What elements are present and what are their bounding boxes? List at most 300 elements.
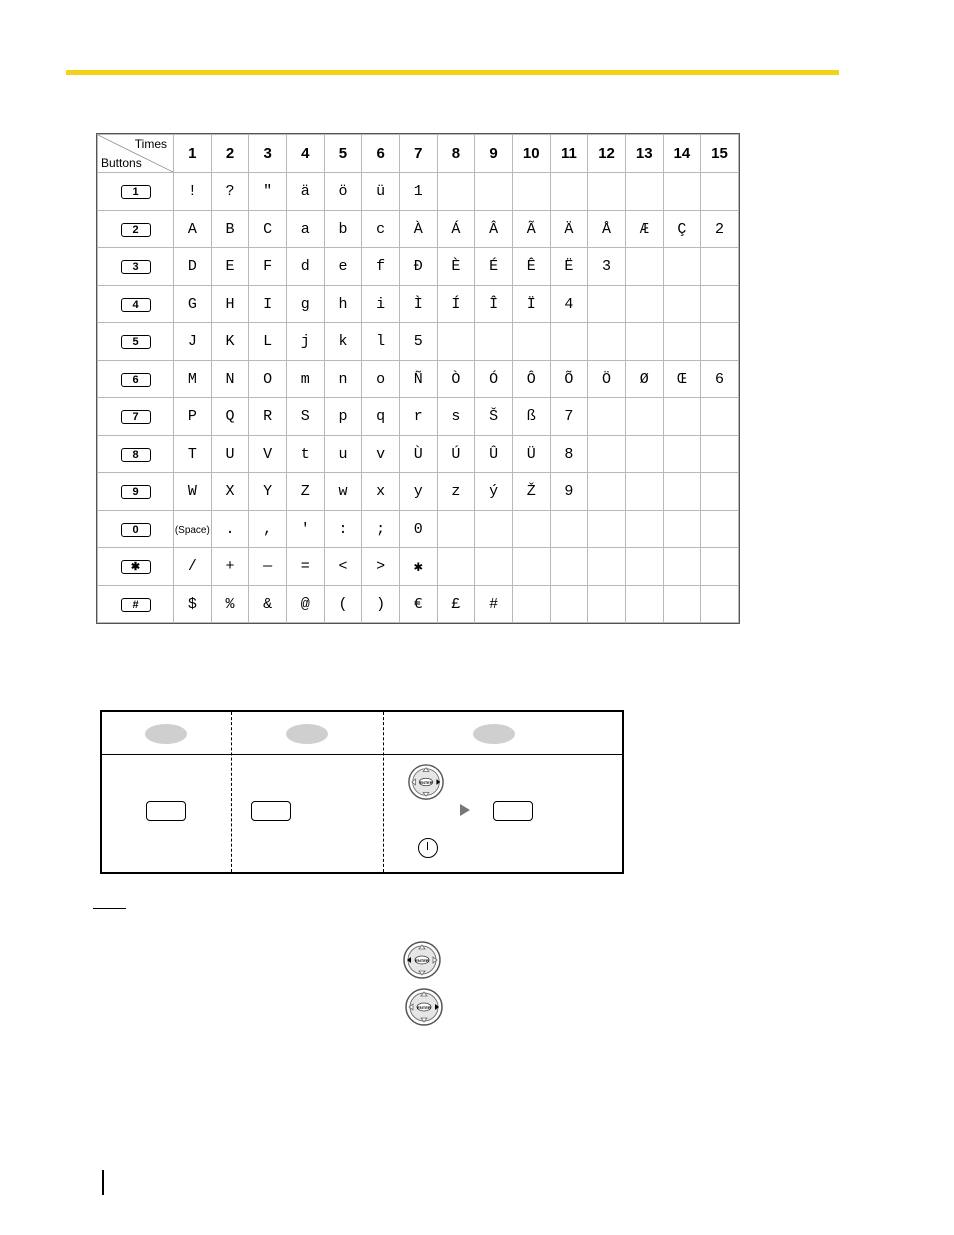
character-value: s [451,408,461,426]
operation-diagram [100,710,624,874]
character-cell [475,585,513,623]
dial-key-icon: # [121,598,151,612]
step-pill-2 [286,724,328,744]
character-cell [625,210,663,248]
dial-key-icon: 3 [121,260,151,274]
character-value: Ü [526,445,536,463]
character-cell [512,435,550,473]
character-cell [663,510,701,548]
character-value: $ [187,595,197,613]
character-value: T [187,445,197,463]
navigator-key-left-icon [402,940,442,980]
character-cell [362,210,400,248]
character-value: ü [376,183,386,201]
dial-key-icon: ✱ [121,560,151,574]
character-cell [362,285,400,323]
column-divider [383,712,384,872]
table-row [98,398,739,436]
table-row [98,173,739,211]
character-cell [475,360,513,398]
character-value: ( [338,595,348,613]
character-cell [475,173,513,211]
character-value: A [187,220,197,238]
character-cell [663,323,701,361]
character-cell [399,285,437,323]
character-cell [211,435,249,473]
character-value: R [263,408,273,426]
character-cell [437,210,475,248]
character-cell [362,173,400,211]
character-cell [701,248,739,286]
character-cell [211,473,249,511]
character-value: À [413,220,423,238]
press-count-header: 12 [588,135,626,173]
button-cell [98,173,174,211]
character-value: Q [225,408,235,426]
times-label: Times [134,137,167,151]
character-value: Ã [526,220,536,238]
character-value: O [263,370,273,388]
dial-key-icon: 1 [121,185,151,199]
table-row [98,473,739,511]
character-cell [701,285,739,323]
character-cell [249,585,287,623]
character-cell [512,585,550,623]
press-count-header: 13 [625,135,663,173]
dial-key-icon: 8 [121,448,151,462]
character-value: o [376,370,386,388]
character-cell [174,285,212,323]
character-cell [701,323,739,361]
table-row [98,285,739,323]
character-value: C [263,220,273,238]
character-cell [701,473,739,511]
character-cell [588,398,626,436]
character-cell [550,548,588,586]
character-value: ý [489,483,499,501]
press-count-header: 15 [701,135,739,173]
character-cell [324,360,362,398]
svg-text:ENTER: ENTER [415,958,429,963]
character-value: Y [263,483,273,501]
button-cell [98,548,174,586]
character-value: d [300,258,310,276]
character-cell [625,248,663,286]
character-value: I [263,295,273,313]
character-cell [701,398,739,436]
character-cell [701,360,739,398]
character-cell [362,548,400,586]
press-count-header: 7 [399,135,437,173]
character-cell [437,173,475,211]
character-cell [588,548,626,586]
table-row [98,323,739,361]
character-cell [512,323,550,361]
button-cell [98,435,174,473]
character-value: Ì [413,295,423,313]
character-cell [588,473,626,511]
step-pill-1 [145,724,187,744]
character-value: ö [338,183,348,201]
character-cell [437,510,475,548]
character-cell [286,473,324,511]
character-cell [663,585,701,623]
character-cell [588,173,626,211]
character-cell [663,210,701,248]
character-cell [399,585,437,623]
character-cell [475,398,513,436]
press-count-header: 6 [362,135,400,173]
character-cell [174,323,212,361]
character-entry-table [97,134,739,623]
character-value: . [225,520,235,538]
character-cell [362,323,400,361]
character-cell [663,248,701,286]
character-cell [211,248,249,286]
character-cell [174,398,212,436]
character-value: Ú [451,445,461,463]
character-cell [512,210,550,248]
character-cell [324,285,362,323]
character-cell [211,585,249,623]
character-cell [211,398,249,436]
character-value: < [338,558,348,576]
character-value: Ç [677,220,687,238]
character-value: w [338,483,348,501]
press-count-header: 3 [249,135,287,173]
character-cell [174,248,212,286]
character-value: q [376,408,386,426]
press-count-header: 14 [663,135,701,173]
character-value: a [300,220,310,238]
character-value: & [263,595,273,613]
character-cell [399,473,437,511]
character-cell [249,210,287,248]
character-cell [399,510,437,548]
character-value: L [263,333,273,351]
character-value: Ž [526,483,536,501]
character-value: , [263,520,273,538]
character-value: € [413,595,423,613]
character-cell [625,585,663,623]
character-value: Ð [413,258,423,276]
dial-key-icon: 2 [121,223,151,237]
character-cell [512,548,550,586]
character-cell [625,285,663,323]
character-value: K [225,333,235,351]
button-cell [98,473,174,511]
character-value: Ä [564,220,574,238]
character-cell [437,548,475,586]
function-key-step-1[interactable] [146,801,186,821]
character-cell [324,173,362,211]
character-value: Ö [602,370,612,388]
character-cell [174,548,212,586]
character-cell [512,398,550,436]
character-value: Õ [564,370,574,388]
character-cell [324,510,362,548]
character-value: Ô [526,370,536,388]
character-value: j [300,333,310,351]
character-cell [399,173,437,211]
character-value: H [225,295,235,313]
character-value: c [376,220,386,238]
character-value: V [263,445,273,463]
table-header-row [98,135,739,173]
character-value: Û [489,445,499,463]
character-value: k [338,333,348,351]
character-cell [475,210,513,248]
character-value: v [376,445,386,463]
character-value: — [263,558,273,576]
dial-key-icon: 4 [121,298,151,312]
character-value: ! [187,183,197,201]
button-cell [98,323,174,361]
character-cell [399,548,437,586]
character-cell [249,473,287,511]
character-cell [174,473,212,511]
character-value: G [187,295,197,313]
character-cell [475,285,513,323]
character-value: Ò [451,370,461,388]
character-cell [588,323,626,361]
character-value: u [338,445,348,463]
character-cell [701,585,739,623]
character-cell [588,360,626,398]
character-value: S [300,408,310,426]
character-value: W [187,483,197,501]
character-cell [437,323,475,361]
character-cell [211,548,249,586]
top-accent-rule [66,70,839,75]
jog-dial-icon[interactable] [418,838,438,858]
character-value: Ó [489,370,499,388]
character-cell [399,248,437,286]
character-cell [701,435,739,473]
character-cell [550,210,588,248]
character-cell [437,360,475,398]
character-cell [399,360,437,398]
character-value: Š [489,408,499,426]
character-cell [211,323,249,361]
character-cell [475,323,513,361]
character-cell [211,510,249,548]
character-cell [211,173,249,211]
press-count-header: 2 [211,135,249,173]
character-cell [249,548,287,586]
table-row [98,248,739,286]
character-value: 4 [564,295,574,313]
character-value: h [338,295,348,313]
navigator-key-right-icon[interactable] [407,763,445,801]
character-value: Ø [639,370,649,388]
press-count-header: 1 [174,135,212,173]
character-cell [286,323,324,361]
character-cell [249,398,287,436]
character-cell [286,510,324,548]
character-cell [588,510,626,548]
character-cell [701,510,739,548]
character-cell [588,248,626,286]
character-cell [437,285,475,323]
character-cell [362,360,400,398]
character-cell [399,435,437,473]
character-cell [550,435,588,473]
dial-key-icon: 6 [121,373,151,387]
character-value: 5 [413,333,423,351]
character-cell [550,173,588,211]
character-cell [512,473,550,511]
character-cell [437,248,475,286]
character-value: D [187,258,197,276]
page-margin-rule [102,1170,104,1195]
button-cell [98,210,174,248]
press-count-header: 10 [512,135,550,173]
character-value: F [263,258,273,276]
character-value: ä [300,183,310,201]
character-value: b [338,220,348,238]
character-value: Ï [526,295,536,313]
character-value: Ñ [413,370,423,388]
character-value: t [300,445,310,463]
character-cell [475,248,513,286]
character-cell [174,210,212,248]
character-cell [588,435,626,473]
press-count-header: 4 [286,135,324,173]
character-value: % [225,595,235,613]
character-value: P [187,408,197,426]
button-cell [98,398,174,436]
character-cell [625,360,663,398]
character-cell [437,435,475,473]
step-pill-3 [473,724,515,744]
svg-text:ENTER: ENTER [419,780,433,785]
character-cell [174,585,212,623]
character-cell [512,248,550,286]
character-value: E [225,258,235,276]
table-corner-header [98,135,174,173]
character-value: Æ [639,220,649,238]
character-cell [588,585,626,623]
button-cell [98,360,174,398]
button-cell [98,248,174,286]
character-cell [211,360,249,398]
character-cell [249,360,287,398]
character-cell [362,510,400,548]
svg-text:ENTER: ENTER [417,1005,431,1010]
character-value: 3 [602,258,612,276]
character-value: ; [376,520,386,538]
character-value: 7 [564,408,574,426]
character-cell [286,210,324,248]
character-cell [663,473,701,511]
character-cell [663,398,701,436]
character-value: Œ [677,370,687,388]
character-cell [286,285,324,323]
character-cell [550,585,588,623]
character-value: ✱ [413,558,423,576]
character-cell [437,398,475,436]
character-value: Á [451,220,461,238]
character-cell [663,548,701,586]
character-value: U [225,445,235,463]
character-value: @ [300,595,310,613]
character-cell [249,323,287,361]
character-cell [286,548,324,586]
character-cell [211,285,249,323]
right-arrow-icon [460,804,470,816]
table-row [98,435,739,473]
function-key-step-3[interactable] [493,801,533,821]
character-cell [362,435,400,473]
character-cell [625,398,663,436]
character-value: z [451,483,461,501]
character-cell [625,435,663,473]
character-value: f [376,258,386,276]
character-cell [475,435,513,473]
character-cell [249,435,287,473]
note-underline [93,908,126,909]
character-value: N [225,370,235,388]
character-cell [625,323,663,361]
character-value: Ê [526,258,536,276]
character-cell [362,398,400,436]
press-count-header: 5 [324,135,362,173]
character-cell [324,473,362,511]
character-cell [701,548,739,586]
dial-key-icon: 0 [121,523,151,537]
character-cell [362,473,400,511]
character-value: # [489,595,499,613]
character-cell [663,285,701,323]
character-cell [663,360,701,398]
character-cell [625,548,663,586]
character-cell [324,398,362,436]
character-value: M [187,370,197,388]
character-cell [663,173,701,211]
character-cell [286,398,324,436]
character-cell [550,285,588,323]
function-key-step-2[interactable] [251,801,291,821]
character-cell [512,285,550,323]
character-cell [625,473,663,511]
dial-key-icon: 9 [121,485,151,499]
character-value: r [413,408,423,426]
character-cell [174,510,212,548]
character-cell [512,173,550,211]
character-cell [663,435,701,473]
character-cell [550,510,588,548]
character-cell [475,548,513,586]
character-value: Í [451,295,461,313]
dial-key-icon: 7 [121,410,151,424]
character-value: ' [300,520,310,538]
character-value: ? [225,183,235,201]
character-value: 2 [715,220,725,238]
character-value: X [225,483,235,501]
table-row [98,585,739,623]
dial-key-icon: 5 [121,335,151,349]
operation-header [102,712,622,755]
character-cell [362,248,400,286]
character-value: n [338,370,348,388]
character-value: Z [300,483,310,501]
character-cell [399,323,437,361]
character-cell [324,585,362,623]
character-cell [625,510,663,548]
character-cell [249,248,287,286]
table-row [98,510,739,548]
